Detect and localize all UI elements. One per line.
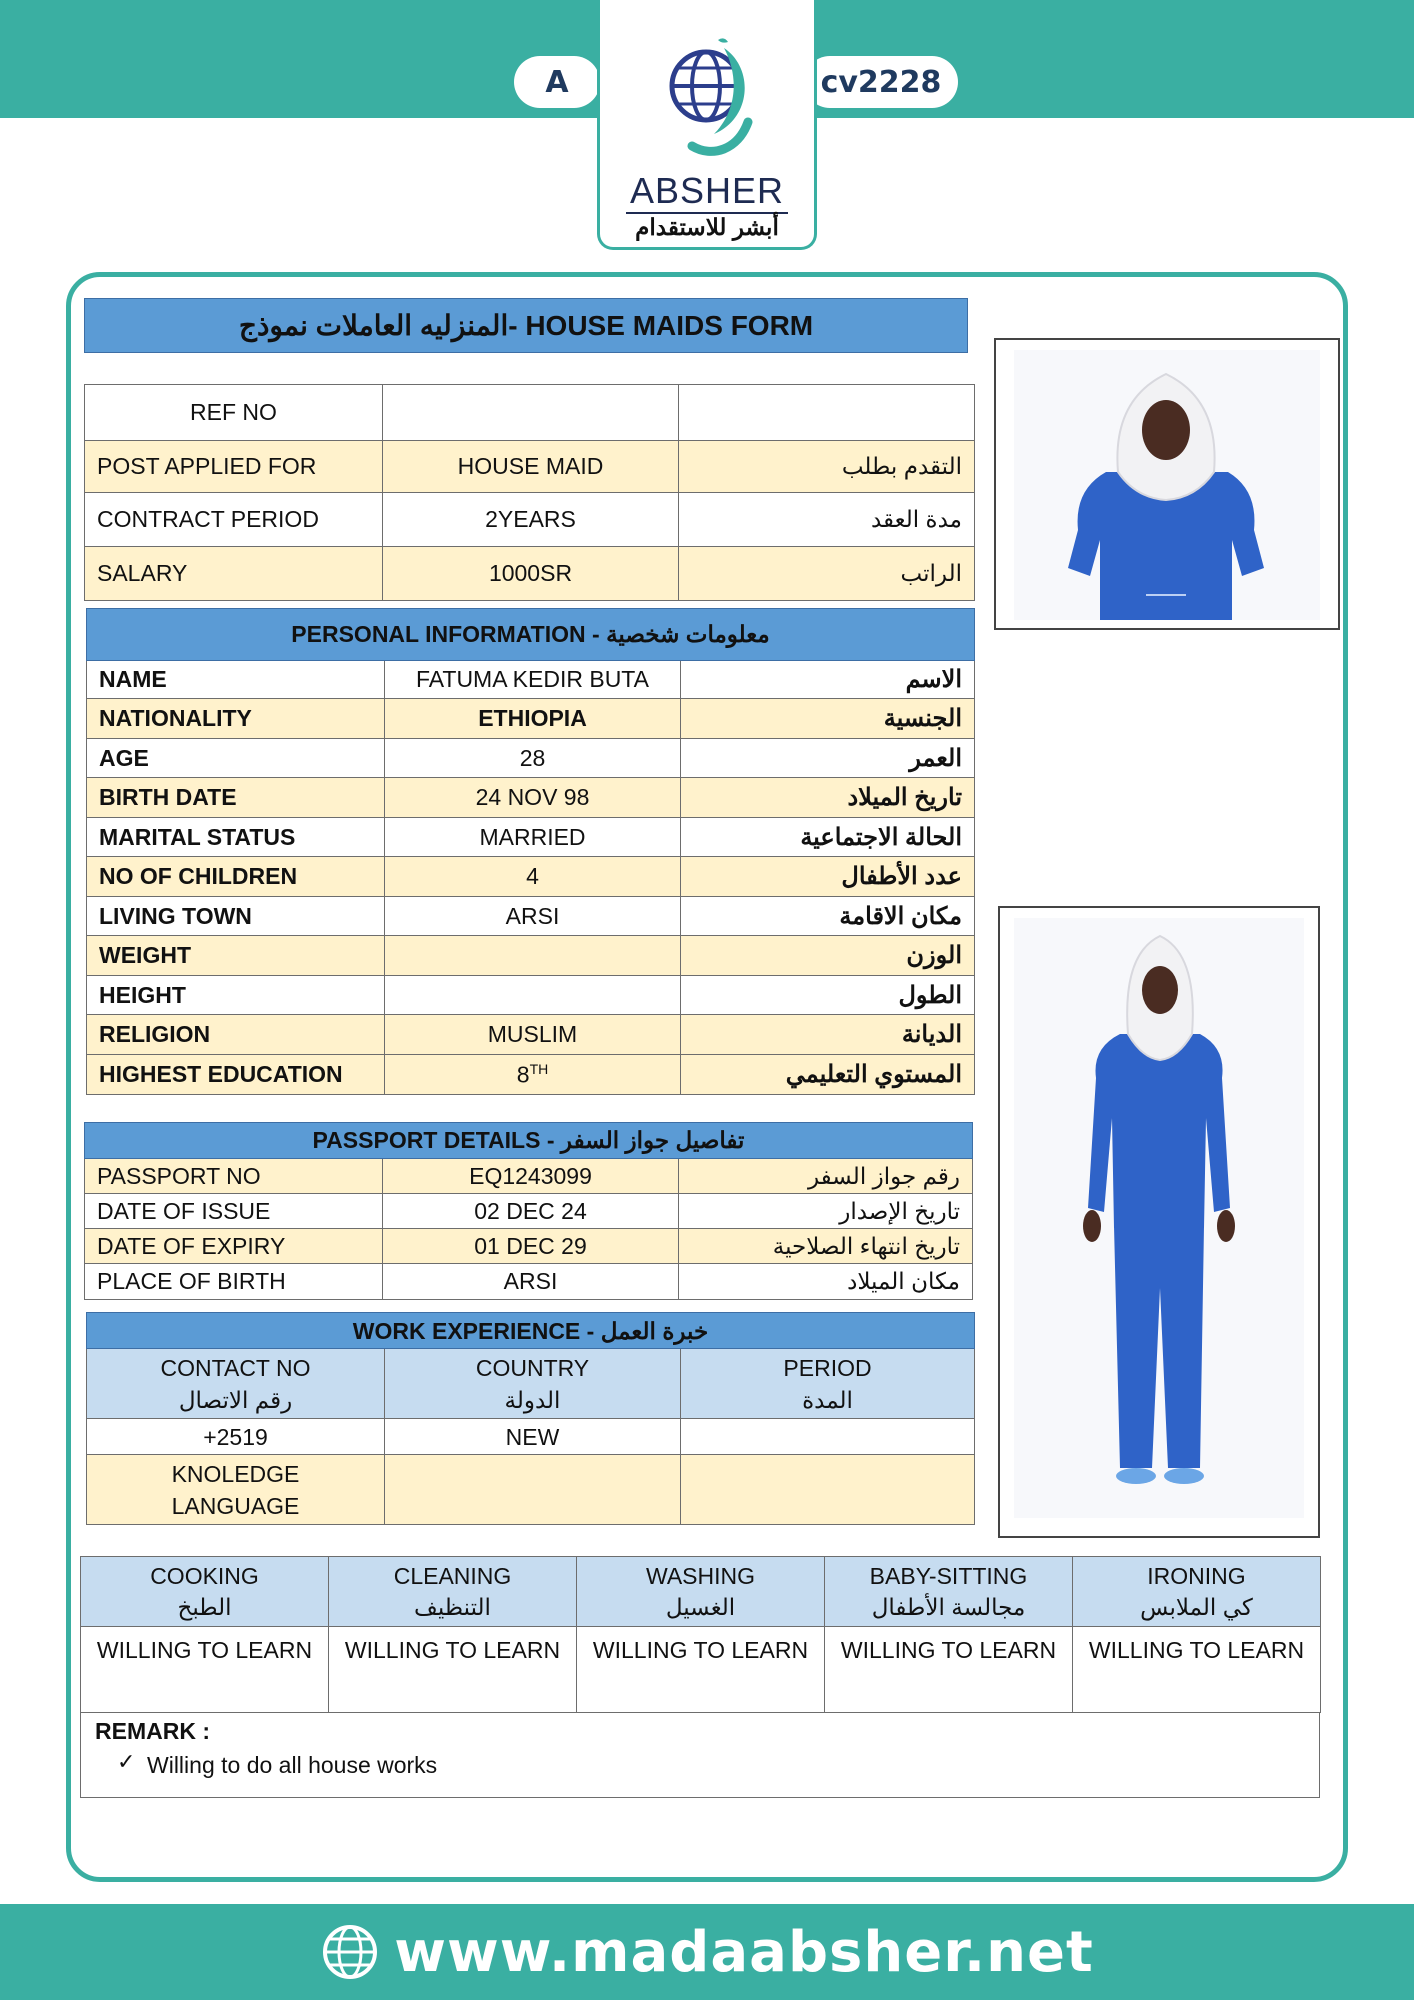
- name-arabic: الاسم: [681, 661, 975, 699]
- name-value: FATUMA KEDIR BUTA: [385, 661, 681, 699]
- birth-date-arabic: تاريخ الميلاد: [681, 778, 975, 818]
- passport-heading: PASSPORT DETAILS - تفاصيل جواز السفر: [85, 1123, 973, 1159]
- contract-label: CONTRACT PERIOD: [85, 493, 383, 547]
- table-row: [87, 739, 975, 778]
- ref-no-label: REF NO: [85, 385, 383, 441]
- issue-date-label: DATE OF ISSUE: [85, 1194, 383, 1229]
- post-value: HOUSE MAID: [383, 441, 679, 493]
- contract-value: 2YEARS: [383, 493, 679, 547]
- education-arabic: المستوي التعليمي: [681, 1055, 975, 1095]
- education-label: HIGHEST EDUCATION: [87, 1055, 385, 1095]
- expiry-date-value: 01 DEC 29: [383, 1229, 679, 1264]
- nationality-label: NATIONALITY: [87, 699, 385, 739]
- checkmark-icon: ✓: [117, 1750, 136, 1775]
- period-value: [681, 1419, 975, 1455]
- table-row: [87, 1015, 975, 1055]
- passport-no-value: EQ1243099: [383, 1159, 679, 1194]
- table-row: [87, 661, 975, 699]
- work-experience-table: [86, 1312, 975, 1525]
- table-row: [87, 778, 975, 818]
- birth-date-label: BIRTH DATE: [87, 778, 385, 818]
- period-header-ar: المدة: [802, 1386, 853, 1413]
- skill-babysitting-level: WILLING TO LEARN: [825, 1627, 1073, 1713]
- salary-value: 1000SR: [383, 547, 679, 601]
- work-experience-heading: WORK EXPERIENCE - خبرة العمل: [87, 1313, 975, 1349]
- skill-cooking-ar: الطبخ: [177, 1594, 232, 1620]
- table-row: [87, 857, 975, 897]
- language-value-1: [385, 1455, 681, 1525]
- skill-babysitting-en: BABY-SITTING: [869, 1563, 1028, 1589]
- personal-info-heading: PERSONAL INFORMATION - معلومات شخصية: [87, 609, 975, 661]
- portrait-figure-icon: [996, 340, 1338, 628]
- religion-label: RELIGION: [87, 1015, 385, 1055]
- remark-box: [80, 1712, 1320, 1798]
- height-arabic: الطول: [681, 976, 975, 1015]
- job-table: [84, 384, 975, 601]
- table-row: [87, 1349, 975, 1419]
- table-row: [85, 1229, 973, 1264]
- skill-cooking-header: [81, 1557, 329, 1627]
- full-body-photo: [998, 906, 1320, 1538]
- skill-ironing-header: [1073, 1557, 1321, 1627]
- skill-washing-level: WILLING TO LEARN: [577, 1627, 825, 1713]
- skill-babysitting-ar: مجالسة الأطفال: [871, 1594, 1026, 1620]
- weight-label: WEIGHT: [87, 936, 385, 976]
- marital-status-arabic: الحالة الاجتماعية: [681, 818, 975, 857]
- contact-no-header-ar: رقم الاتصال: [178, 1386, 293, 1413]
- skill-cooking-level: WILLING TO LEARN: [81, 1627, 329, 1713]
- country-header: [385, 1349, 681, 1419]
- table-row: [87, 976, 975, 1015]
- salary-arabic: الراتب: [679, 547, 975, 601]
- contact-no-value: +2519: [87, 1419, 385, 1455]
- nationality-arabic: الجنسية: [681, 699, 975, 739]
- table-row: [85, 493, 975, 547]
- table-row: [85, 1264, 973, 1300]
- left-code-badge: A: [514, 56, 600, 108]
- skill-washing-header: [577, 1557, 825, 1627]
- skill-babysitting-header: [825, 1557, 1073, 1627]
- country-header-ar: الدولة: [504, 1386, 561, 1413]
- table-row: [87, 1455, 975, 1525]
- place-of-birth-arabic: مكان الميلاد: [679, 1264, 973, 1300]
- salary-label: SALARY: [85, 547, 383, 601]
- language-label-line1: KNOLEDGE: [171, 1460, 300, 1487]
- expiry-date-label: DATE OF EXPIRY: [85, 1229, 383, 1264]
- cv-code-badge: cv2228: [804, 56, 958, 108]
- table-row: [85, 1194, 973, 1229]
- period-header: [681, 1349, 975, 1419]
- skill-cleaning-header: [329, 1557, 577, 1627]
- education-value: 8: [516, 1061, 530, 1088]
- table-row: [87, 897, 975, 936]
- place-of-birth-value: ARSI: [383, 1264, 679, 1300]
- skill-cleaning-ar: التنظيف: [414, 1594, 491, 1620]
- skill-ironing-ar: كي الملابس: [1140, 1594, 1253, 1620]
- height-label: HEIGHT: [87, 976, 385, 1015]
- religion-arabic: الديانة: [681, 1015, 975, 1055]
- logo-wordmark: ABSHER: [600, 170, 814, 212]
- place-of-birth-label: PLACE OF BIRTH: [85, 1264, 383, 1300]
- logo-arabic-wordmark: أبشر للاستقدام: [635, 214, 779, 240]
- table-row: [87, 818, 975, 857]
- language-value-2: [681, 1455, 975, 1525]
- skill-cleaning-level: WILLING TO LEARN: [329, 1627, 577, 1713]
- education-cell: [385, 1055, 681, 1095]
- passport-no-arabic: رقم جواز السفر: [679, 1159, 973, 1194]
- table-row: [81, 1627, 1321, 1713]
- language-label-line2: LANGUAGE: [171, 1492, 300, 1519]
- education-suffix: TH: [529, 1060, 549, 1077]
- children-value: 4: [385, 857, 681, 897]
- table-row: [85, 385, 975, 441]
- marital-status-label: MARITAL STATUS: [87, 818, 385, 857]
- contact-no-header-en: CONTACT NO: [160, 1354, 311, 1381]
- ref-no-arabic: [679, 385, 975, 441]
- nationality-value: ETHIOPIA: [385, 699, 681, 739]
- skills-table: [80, 1556, 1321, 1713]
- globe-logo-icon: [662, 38, 762, 168]
- age-arabic: العمر: [681, 739, 975, 778]
- birth-date-value: 24 NOV 98: [385, 778, 681, 818]
- form-title: المنزليه العاملات نموذج- HOUSE MAIDS FORM: [84, 298, 968, 353]
- table-row: [87, 1419, 975, 1455]
- period-header-en: PERIOD: [783, 1354, 872, 1381]
- expiry-date-arabic: تاريخ انتهاء الصلاحية: [679, 1229, 973, 1264]
- table-row: [85, 441, 975, 493]
- age-label: AGE: [87, 739, 385, 778]
- skill-washing-en: WASHING: [645, 1563, 756, 1589]
- table-row: [85, 1159, 973, 1194]
- ref-no-value: [383, 385, 679, 441]
- passport-no-label: PASSPORT NO: [85, 1159, 383, 1194]
- skill-washing-ar: الغسيل: [665, 1594, 736, 1620]
- skill-ironing-level: WILLING TO LEARN: [1073, 1627, 1321, 1713]
- issue-date-value: 02 DEC 24: [383, 1194, 679, 1229]
- country-value: NEW: [385, 1419, 681, 1455]
- children-label: NO OF CHILDREN: [87, 857, 385, 897]
- table-row: [87, 1055, 975, 1095]
- remark-text: Willing to do all house works: [147, 1752, 438, 1778]
- remark-item: [117, 1750, 438, 1779]
- post-label: POST APPLIED FOR: [85, 441, 383, 493]
- full-body-figure-icon: [1000, 908, 1318, 1536]
- skill-ironing-en: IRONING: [1147, 1563, 1246, 1589]
- country-header-en: COUNTRY: [475, 1354, 590, 1381]
- post-arabic: التقدم بطلب: [679, 441, 975, 493]
- skill-cleaning-en: CLEANING: [393, 1563, 512, 1589]
- issue-date-arabic: تاريخ الإصدار: [679, 1194, 973, 1229]
- remark-label: REMARK :: [95, 1718, 210, 1744]
- weight-value: [385, 936, 681, 976]
- table-row: [87, 936, 975, 976]
- skill-cooking-en: COOKING: [150, 1563, 259, 1589]
- age-value: 28: [385, 739, 681, 778]
- weight-arabic: الوزن: [681, 936, 975, 976]
- globe-icon: [320, 1922, 380, 1982]
- contact-no-header: [87, 1349, 385, 1419]
- living-town-arabic: مكان الاقامة: [681, 897, 975, 936]
- table-row: [81, 1557, 1321, 1627]
- name-label: NAME: [87, 661, 385, 699]
- living-town-value: ARSI: [385, 897, 681, 936]
- table-row: [85, 547, 975, 601]
- language-label: [87, 1455, 385, 1525]
- table-row: [87, 699, 975, 739]
- height-value: [385, 976, 681, 1015]
- contract-arabic: مدة العقد: [679, 493, 975, 547]
- portrait-photo: [994, 338, 1340, 630]
- marital-status-value: MARRIED: [385, 818, 681, 857]
- religion-value: MUSLIM: [385, 1015, 681, 1055]
- personal-info-table: [86, 608, 975, 1095]
- children-arabic: عدد الأطفال: [681, 857, 975, 897]
- living-town-label: LIVING TOWN: [87, 897, 385, 936]
- website-link[interactable]: www.madaabsher.net: [394, 1919, 1094, 1985]
- absher-logo: [597, 0, 817, 250]
- footer-band: [0, 1904, 1414, 2000]
- passport-table: [84, 1122, 973, 1300]
